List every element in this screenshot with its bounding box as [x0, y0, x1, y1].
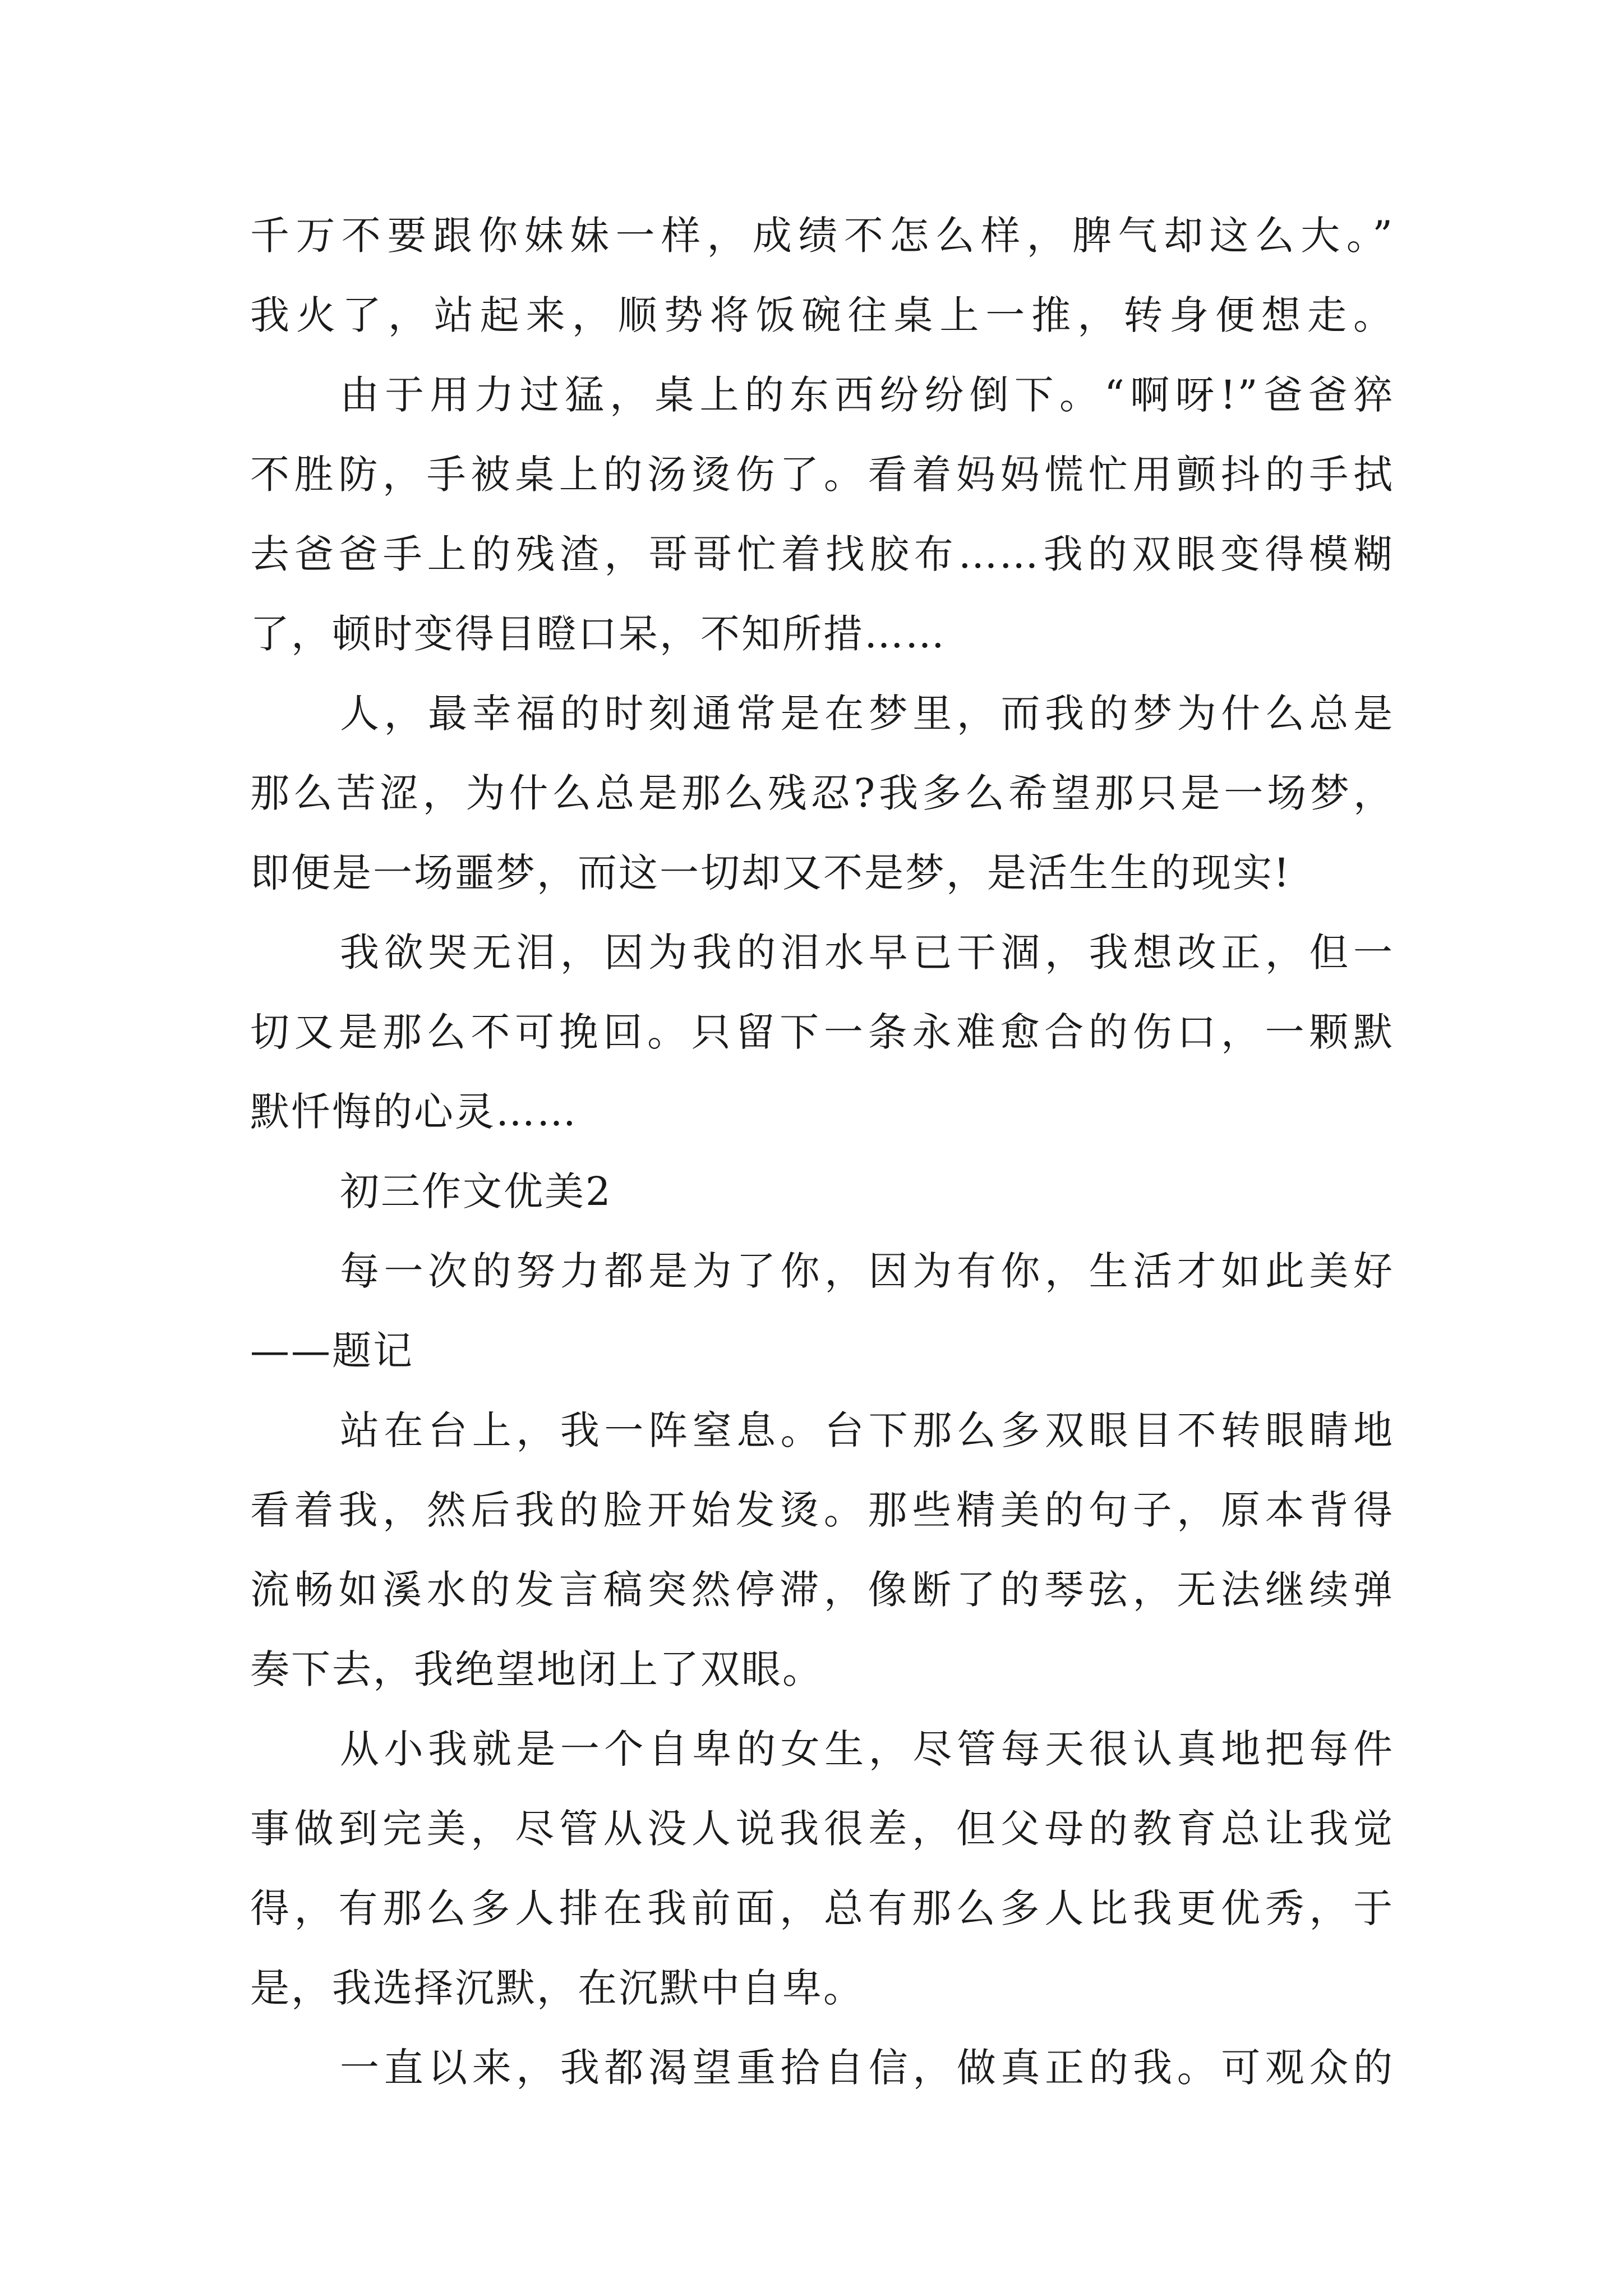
text-line: 去爸爸手上的残渣，哥哥忙着找胶布……我的双眼变得模糊 [250, 531, 1394, 577]
text-line: ——题记 [250, 1328, 414, 1374]
text-line: 流畅如溪水的发言稿突然停滞，像断了的琴弦，无法继续弹 [250, 1567, 1394, 1613]
text-line: 不胜防，手被桌上的汤烫伤了。看着妈妈慌忙用颤抖的手拭 [250, 452, 1394, 498]
text-line: 人，最幸福的时刻通常是在梦里，而我的梦为什么总是 [340, 691, 1394, 737]
text-line: 看着我，然后我的脸开始发烫。那些精美的句子，原本背得 [250, 1487, 1394, 1533]
text-line: 站在台上，我一阵窒息。台下那么多双眼目不转眼睛地 [340, 1407, 1394, 1453]
text-line: 由于用力过猛，桌上的东西纷纷倒下。“啊呀!”爸爸猝 [340, 372, 1394, 418]
text-line: 事做到完美，尽管从没人说我很差，但父母的教育总让我觉 [250, 1806, 1394, 1852]
text-line: 得，有那么多人排在我前面，总有那么多人比我更优秀，于 [250, 1885, 1394, 1931]
text-line: 即便是一场噩梦，而这一切却又不是梦，是活生生的现实! [250, 850, 1292, 896]
text-line: 千万不要跟你妹妹一样，成绩不怎么样，脾气却这么大。” [250, 213, 1394, 259]
text-line: 切又是那么不可挽回。只留下一条永难愈合的伤口，一颗默 [250, 1009, 1394, 1055]
text-line: 从小我就是一个自卑的女生，尽管每天很认真地把每件 [340, 1726, 1394, 1772]
text-line: 是，我选择沉默，在沉默中自卑。 [250, 1965, 864, 2011]
text-line: 一直以来，我都渴望重拾自信，做真正的我。可观众的 [340, 2045, 1394, 2091]
text-line: 默忏悔的心灵…… [250, 1089, 578, 1135]
text-line: 每一次的努力都是为了你，因为有你，生活才如此美好 [340, 1248, 1394, 1294]
text-line: 奏下去，我绝望地闭上了双眼。 [250, 1646, 823, 1692]
text-line: 我欲哭无泪，因为我的泪水早已干涸，我想改正，但一 [340, 930, 1394, 976]
text-line: 我火了，站起来，顺势将饭碗往桌上一推，转身便想走。 [250, 292, 1394, 338]
section-heading: 初三作文优美2 [340, 1168, 612, 1214]
text-line: 了，顿时变得目瞪口呆，不知所措…… [250, 611, 946, 657]
text-line: 那么苦涩，为什么总是那么残忍?我多么希望那只是一场梦， [250, 770, 1394, 816]
